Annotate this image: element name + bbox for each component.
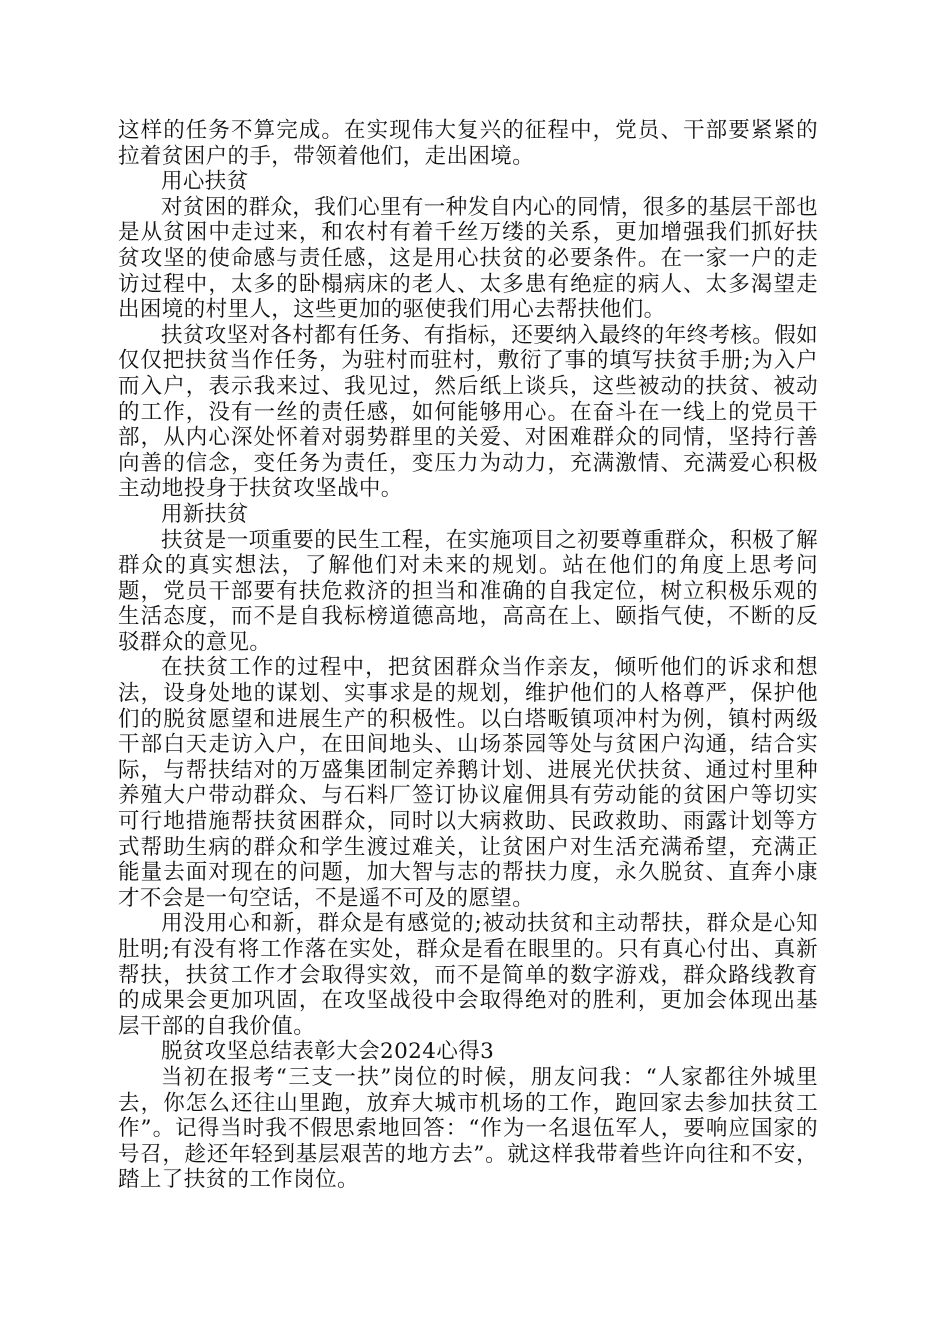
- paragraph: 扶贫是一项重要的民生工程，在实施项目之初要尊重群众，积极了解群众的真实想法，了解他们对未来的规划。站在他们的角度上思考问题，党员干部要有扶危救济的担当和准确的自我定位，树立积极乐观的生活态度，而不是自我标榜道德高地，高高在上、颐指气使，不断的反驳群众的意见。: [118, 527, 819, 655]
- paragraph-continuation: 这样的任务不算完成。在实现伟大复兴的征程中，党员、干部要紧紧的拉着贫困户的手，带领着他们，走出困境。: [118, 118, 818, 169]
- section-heading-yongxin-new: 用新扶贫: [161, 501, 249, 527]
- paragraph: 用没用心和新，群众是有感觉的;被动扶贫和主动帮扶，群众是心知肚明;有没有将工作落在实处，群众是看在眼里的。只有真心付出、真新帮扶，扶贫工作才会取得实效，而不是简单的数字游戏，群众路线教育的成果会更加巩固，在攻坚战役中会取得绝对的胜利，更加会体现出基层干部的自我价值。: [118, 911, 818, 1039]
- paragraph: 在扶贫工作的过程中，把贫困群众当作亲友，倾听他们的诉求和想法，设身处地的谋划、实事求是的规划，维护他们的人格尊严，保护他们的脱贫愿望和进展生产的积极性。以白塔畈镇项冲村为例，镇村两级干部白天走访入户，在田间地头、山场茶园等处与贫困户沟通，结合实际，与帮扶结对的万盛集团制定养鹅计划、进展光伏扶贫、通过村里种养殖大户带动群众、与石料厂签订协议雇佣具有劳动能的贫困户等切实可行地措施帮扶贫困群众，同时以大病救助、民政救助、雨露计划等方式帮助生病的群众和学生渡过难关，让贫困户对生活充满希望，充满正能量去面对现在的问题，加大智与志的帮扶力度，永久脱贫、直奔小康才不会是一句空话，不是遥不可及的愿望。: [118, 655, 818, 911]
- paragraph: 对贫困的群众，我们心里有一种发自内心的同情，很多的基层干部也是从贫困中走过来，和农村有着千丝万缕的关系，更加增强我们抓好扶贫攻坚的使命感与责任感，这是用心扶贫的必要条件。在一家一户的走访过程中，太多的卧榻病床的老人、太多患有绝症的病人、太多渴望走出困境的村里人，这些更加的驱使我们用心去帮扶他们。: [118, 194, 819, 323]
- paragraph: 当初在报考“三支一扶”岗位的时候，朋友问我：“人家都往外城里去，你怎么还往山里跑，放弃大城市机场的工作，跑回家去参加扶贫工作”。记得当时我不假思索地回答：“作为一名退伍军人，要响应国家的号召，趁还年轻到基层艰苦的地方去”。就这样我带着些许向往和不安，踏上了扶贫的工作岗位。: [118, 1064, 818, 1193]
- paragraph: 扶贫攻坚对各村都有任务、有指标，还要纳入最终的年终考核。假如仅仅把扶贫当作任务，为驻村而驻村，敷衍了事的填写扶贫手册;为入户而入户，表示我来过、我见过，然后纸上谈兵，这些被动的扶贫、被动的工作，没有一丝的责任感，如何能够用心。在奋斗在一线上的党员干部，从内心深处怀着对弱势群里的关爱、对困难群众的同情，坚持行善向善的信念，变任务为责任，变压力为动力，充满激情、充满爱心积极主动地投身于扶贫攻坚战中。: [118, 322, 819, 502]
- document-page: [118, 118, 818, 1193]
- section-heading-yongxin: 用心扶贫: [161, 169, 249, 195]
- section-heading-xinde-3: 脱贫攻坚总结表彰大会2024心得3: [161, 1039, 495, 1065]
